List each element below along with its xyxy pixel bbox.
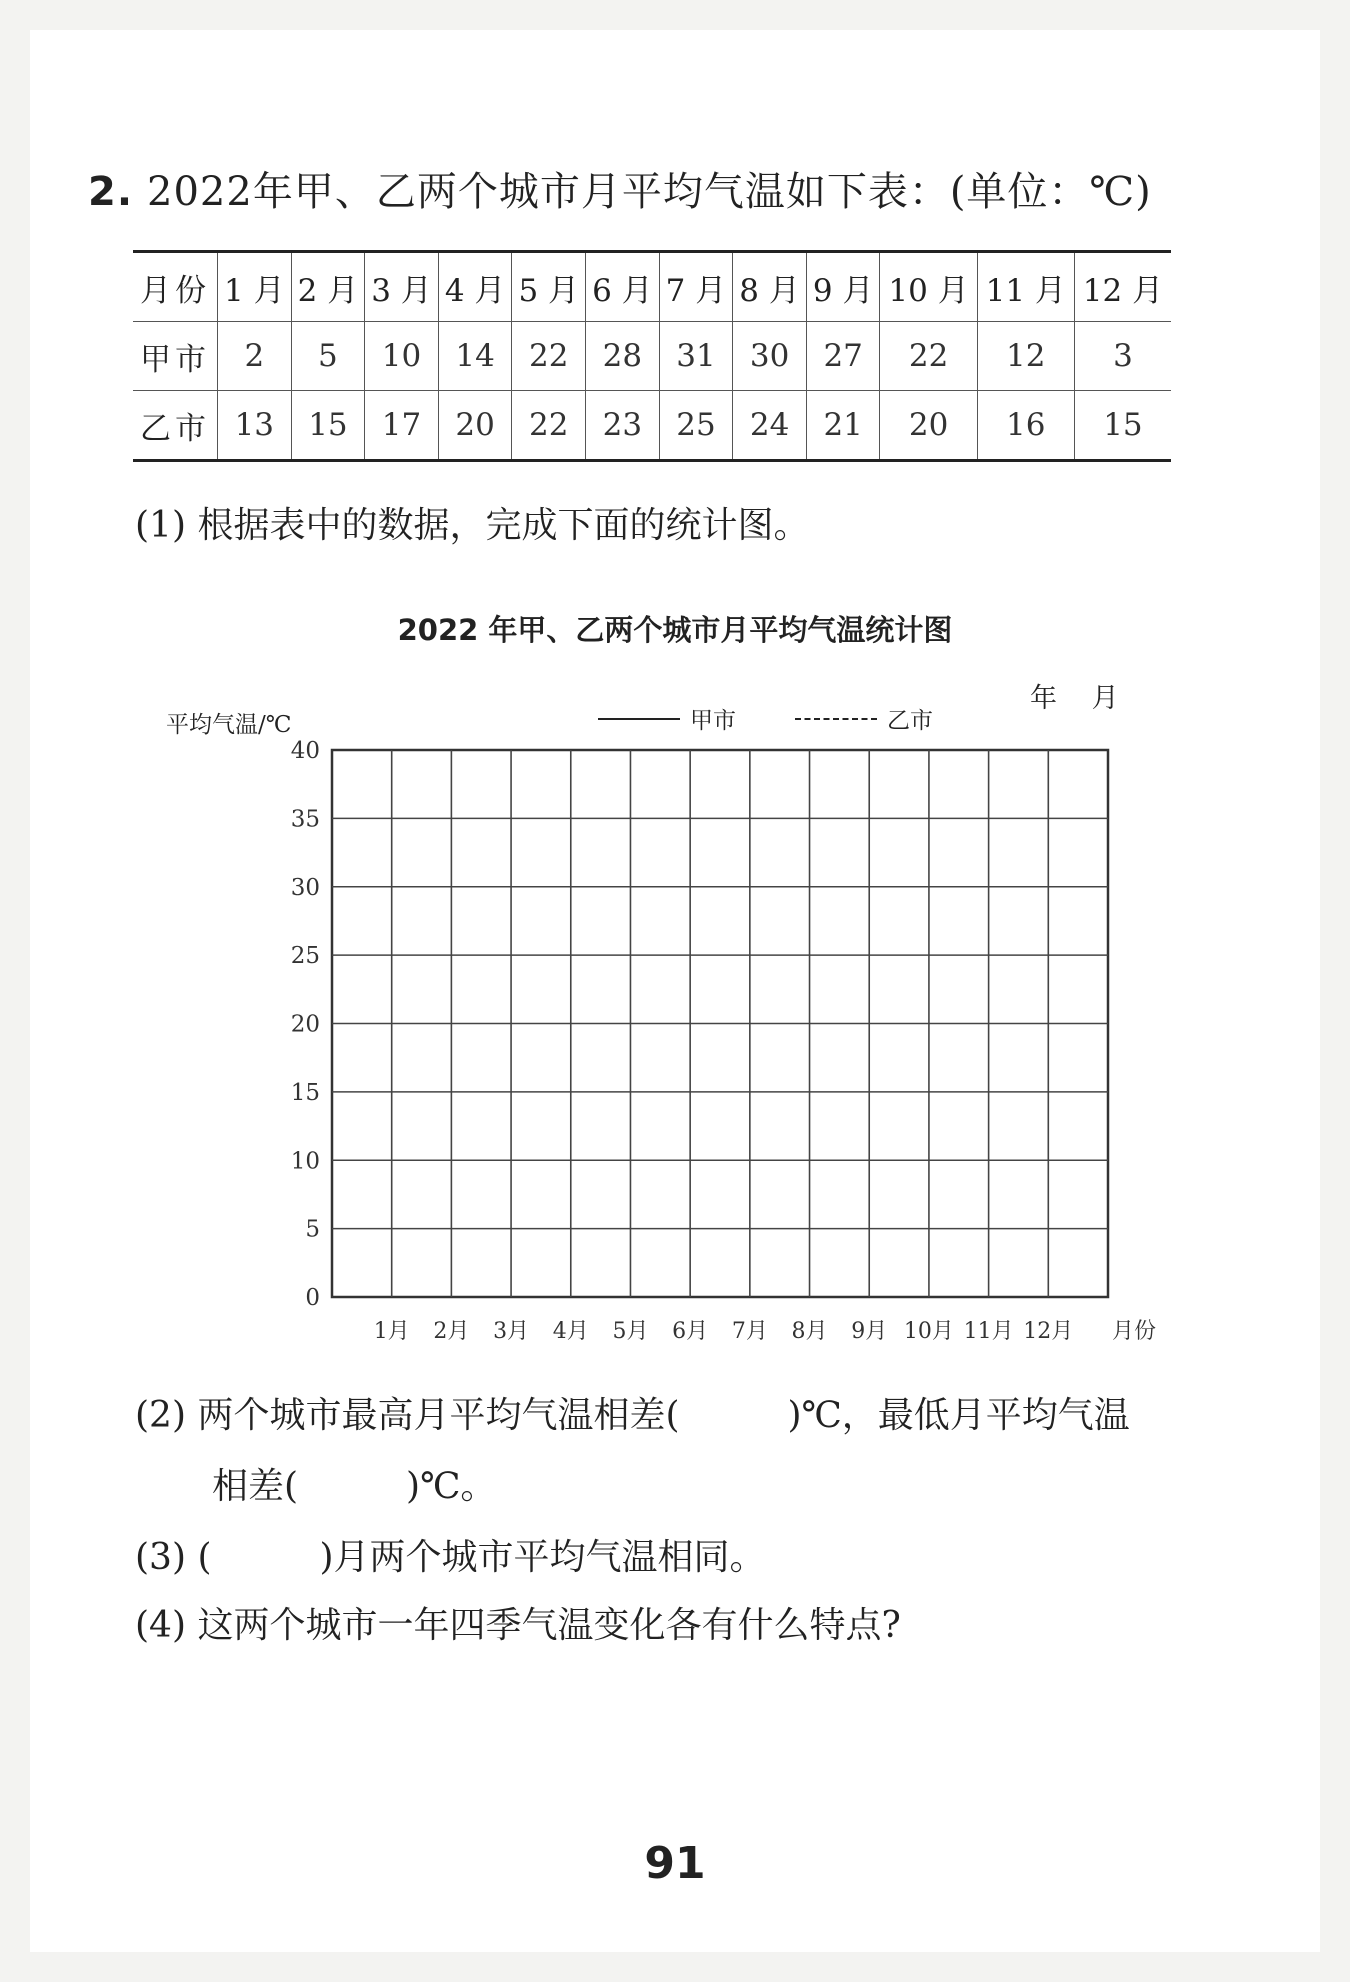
table-cell: 13 — [218, 391, 292, 461]
x-tick-label: 8月 — [791, 1319, 828, 1344]
table-cell: 15 — [1074, 391, 1171, 461]
chart-title: 2022 年甲、乙两个城市月平均气温统计图 — [397, 613, 953, 647]
table-cell: 27 — [806, 322, 880, 391]
x-axis-label: 月份 — [1112, 1319, 1157, 1344]
month-header: 3 月 — [365, 252, 439, 322]
month-header: 6 月 — [586, 252, 660, 322]
month-header: 4 月 — [438, 252, 512, 322]
row-label-yi: 乙市 — [133, 391, 218, 461]
table-cell: 23 — [586, 391, 660, 461]
x-tick-label: 11月 — [963, 1319, 1014, 1344]
y-tick-label: 0 — [305, 1285, 320, 1311]
y-tick-label: 5 — [305, 1216, 320, 1243]
y-tick-label: 15 — [290, 1079, 320, 1106]
y-tick-label: 25 — [290, 943, 320, 970]
table-cell: 14 — [438, 322, 512, 391]
y-axis-label: 平均气温/℃ — [166, 712, 292, 738]
sub-question-3: (3) ( )月两个城市平均气温相同。 — [135, 1537, 766, 1578]
y-tick-label: 30 — [290, 874, 320, 901]
question-text: 2022年甲、乙两个城市月平均气温如下表：(单位：℃) — [147, 169, 1152, 215]
table-cell: 30 — [733, 322, 807, 391]
x-tick-label: 1月 — [373, 1319, 410, 1344]
table-cell: 16 — [977, 391, 1074, 461]
y-tick-label: 20 — [290, 1011, 320, 1038]
x-tick-label: 9月 — [851, 1319, 888, 1344]
table-cell: 20 — [880, 391, 977, 461]
sub-question-2-continued: 相差( )℃。 — [212, 1466, 497, 1507]
table-cell: 17 — [365, 391, 439, 461]
x-tick-label: 7月 — [731, 1319, 768, 1344]
month-header: 7 月 — [659, 252, 733, 322]
x-tick-label: 5月 — [612, 1319, 649, 1344]
x-tick-label: 6月 — [672, 1319, 709, 1344]
month-header: 5 月 — [512, 252, 586, 322]
row-label-jia: 甲市 — [133, 322, 218, 391]
x-tick-label: 10月 — [903, 1319, 954, 1344]
legend-label-yi: 乙市 — [887, 708, 933, 734]
month-header: 8 月 — [733, 252, 807, 322]
table-cell: 3 — [1074, 322, 1171, 391]
x-tick-label: 12月 — [1023, 1319, 1074, 1344]
y-tick-label: 35 — [290, 806, 320, 833]
table-cell: 25 — [659, 391, 733, 461]
sub-question-4: (4) 这两个城市一年四季气温变化各有什么特点? — [135, 1605, 901, 1646]
month-header: 11 月 — [977, 252, 1074, 322]
month-header: 1 月 — [218, 252, 292, 322]
question-number: 2. — [88, 169, 134, 215]
table-cell: 24 — [733, 391, 807, 461]
table-cell: 5 — [291, 322, 365, 391]
month-header: 2 月 — [291, 252, 365, 322]
table-cell: 10 — [365, 322, 439, 391]
date-blank: 年 月 — [1030, 683, 1121, 714]
x-tick-label: 2月 — [433, 1319, 470, 1344]
table-cell: 2 — [218, 322, 292, 391]
table-cell: 20 — [438, 391, 512, 461]
y-tick-label: 40 — [290, 738, 320, 764]
table-cell: 21 — [806, 391, 880, 461]
table-cell: 28 — [586, 322, 660, 391]
legend-label-jia: 甲市 — [690, 708, 736, 734]
table-cell: 15 — [291, 391, 365, 461]
table-cell: 22 — [512, 391, 586, 461]
month-header: 12 月 — [1074, 252, 1171, 322]
y-tick-label: 10 — [290, 1148, 320, 1175]
x-tick-label: 3月 — [493, 1319, 530, 1344]
x-tick-label: 4月 — [552, 1319, 589, 1344]
page-number: 91 — [644, 1838, 706, 1889]
table-cell: 22 — [512, 322, 586, 391]
sub-question-1: (1) 根据表中的数据，完成下面的统计图。 — [135, 505, 810, 546]
month-header: 10 月 — [880, 252, 977, 322]
table-cell: 22 — [880, 322, 977, 391]
table-cell: 31 — [659, 322, 733, 391]
table-header-label: 月份 — [140, 272, 210, 309]
table-cell: 12 — [977, 322, 1074, 391]
month-header: 9 月 — [806, 252, 880, 322]
sub-question-2: (2) 两个城市最高月平均气温相差( )℃，最低月平均气温 — [135, 1395, 1130, 1436]
